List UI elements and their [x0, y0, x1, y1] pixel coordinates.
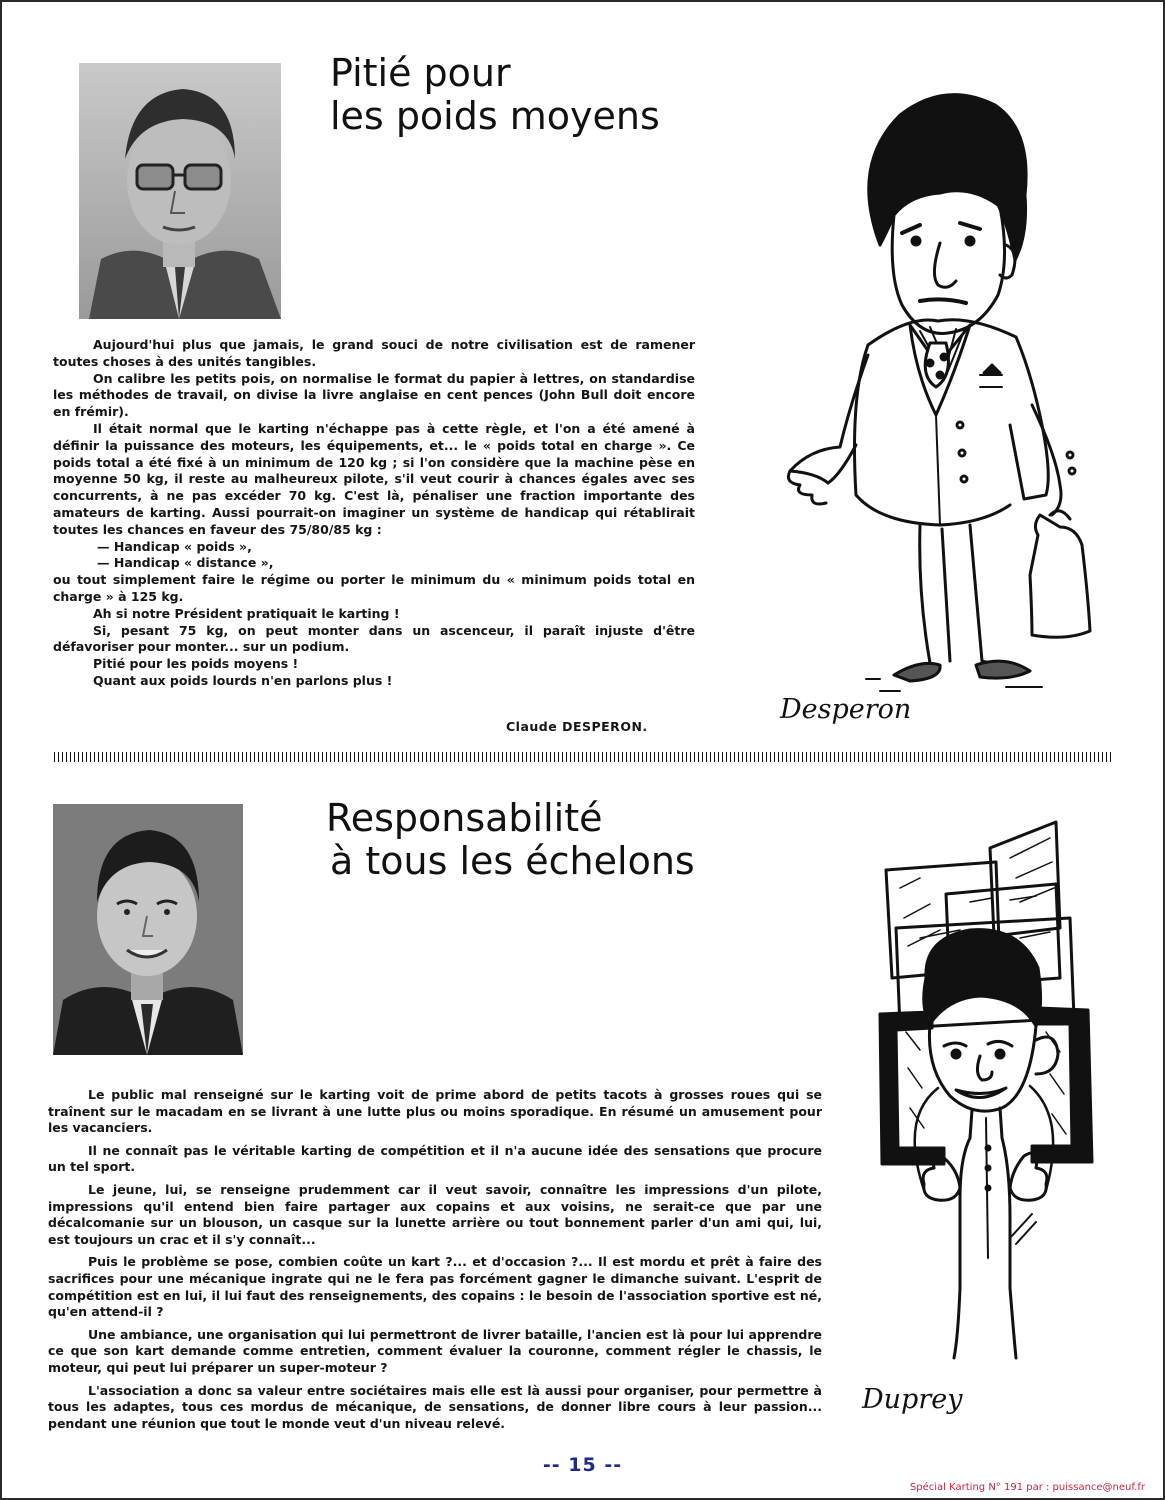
article2-paragraph: Il ne connaît pas le véritable karting de compétition et il n'a aucune idée des sensations que procure un tel sport.	[48, 1142, 822, 1175]
article1-paragraph: ou tout simplement faire le régime ou porter le minimum du « minimum poids total en charge » à 125 kg.	[53, 572, 695, 604]
article2-paragraph: L'association a donc sa valeur entre sociétaires mais elle est là aussi pour organiser, pour permettre à tous les adaptes, tous ces mordus de mécanique, de sensations, de donner libre cours à leur passion... pendant une réunion que tout le monde veut d'un niveau relevé.	[48, 1382, 822, 1431]
section-divider	[54, 752, 1111, 762]
article1-title-line2: les poids moyens	[330, 94, 660, 139]
article2-title	[326, 797, 695, 884]
article2-title-line1: Responsabilité	[326, 796, 603, 840]
footer-credit: Spécial Karting N° 191 par : puissance@neuf.fr	[909, 1482, 1145, 1493]
article2-paragraph: Le public mal renseigné sur le karting voit de prime abord de petits tacots à grosses roues qui se traînent sur le macadam en se livrant à une lutte plus ou moins sporadique. En résumé un amusement pour les vacanciers.	[48, 1087, 822, 1136]
article1-paragraph: Aujourd'hui plus que jamais, le grand souci de notre civilisation est de ramener toutes choses à des unités tangibles.	[53, 337, 695, 369]
signature-duprey: Duprey	[862, 1384, 963, 1415]
article1-author: Claude DESPERON.	[506, 719, 648, 734]
caricature-duprey	[860, 818, 1110, 1378]
article2-paragraph: Puis le problème se pose, combien coûte un kart ?... et d'occasion ?... Il est mordu et prêt à faire des sacrifices pour une mécanique ingrate qui ne le fera pas forcément gagner le dimanche suivant. L'esprit de compétition est en lui, il lui faut des renseignements, des copains : le besoin de l'association sportive est né, qu'en attend-il ?	[48, 1254, 822, 1320]
signature-desperon: Desperon	[780, 694, 912, 725]
article1-paragraph: On calibre les petits pois, on normalise le format du papier à lettres, on standardise les méthodes de travail, on divise la livre anglaise en cent pences (John Bull doit encore en frémir).	[53, 370, 695, 420]
author-photo-desperon	[79, 63, 281, 319]
article1-paragraph: Ah si notre Président pratiquait le karting !	[93, 605, 400, 621]
article1-paragraph: Pitié pour les poids moyens !	[93, 656, 299, 672]
article1-list-item: — Handicap « distance »,	[97, 555, 274, 571]
article2-body	[48, 1087, 822, 1432]
caricature-desperon	[770, 75, 1110, 705]
article2-paragraph: Le jeune, lui, se renseigne prudemment car il veut savoir, connaître les impressions d'un pilote, impressions qu'il entend bien faire partager aux copains et aux voisins, ne serait-ce que par une décalcomanie sur un blouson, un casque sur la lunette arrière ou tout bonnement parler d'un ami qui, lui, est toujours un crac et il s'y connaît...	[48, 1181, 822, 1247]
article1-paragraph: Si, pesant 75 kg, on peut monter dans un ascenceur, il paraît injuste d'être défavoriser pour monter... sur un podium.	[53, 622, 695, 655]
article1-paragraph: Quant aux poids lourds n'en parlons plus !	[93, 672, 393, 688]
page-number: -- 15 --	[542, 1454, 623, 1476]
article1-paragraph: Il était normal que le karting n'échappe pas à cette règle, et l'on a été amené à définir la puissance des moteurs, les équipements, et... le « poids total en charge ». Ce poids total a été fixé à un minimum de 120 kg ; si l'on considère que la machine pèse en moyenne 50 kg, il reste au malheureux pilote, s'il veut courir à chances égales avec ses concurrents, à ne pas excéder 70 kg. C'est là, pénaliser une fraction importante des amateurs de karting. Aussi pourrait-on imaginer un système de handicap qui rétablirait toutes les chances en faveur des 75/80/85 kg :	[53, 420, 695, 537]
article2-paragraph: Une ambiance, une organisation qui lui permettront de livrer bataille, l'ancien est là pour lui apprendre ce que son kart demande comme entretien, comment évaluer la couronne, comment régler le chassis, le moteur, qui peut lui préparer un super-moteur ?	[48, 1326, 822, 1375]
article1-title	[330, 52, 660, 139]
article1-list-item: — Handicap « poids »,	[97, 538, 252, 554]
article1-title-line1: Pitié pour	[330, 51, 511, 95]
author-photo-duprey	[53, 804, 243, 1055]
article1-body	[53, 337, 695, 690]
article2-title-line2: à tous les échelons	[330, 839, 695, 884]
